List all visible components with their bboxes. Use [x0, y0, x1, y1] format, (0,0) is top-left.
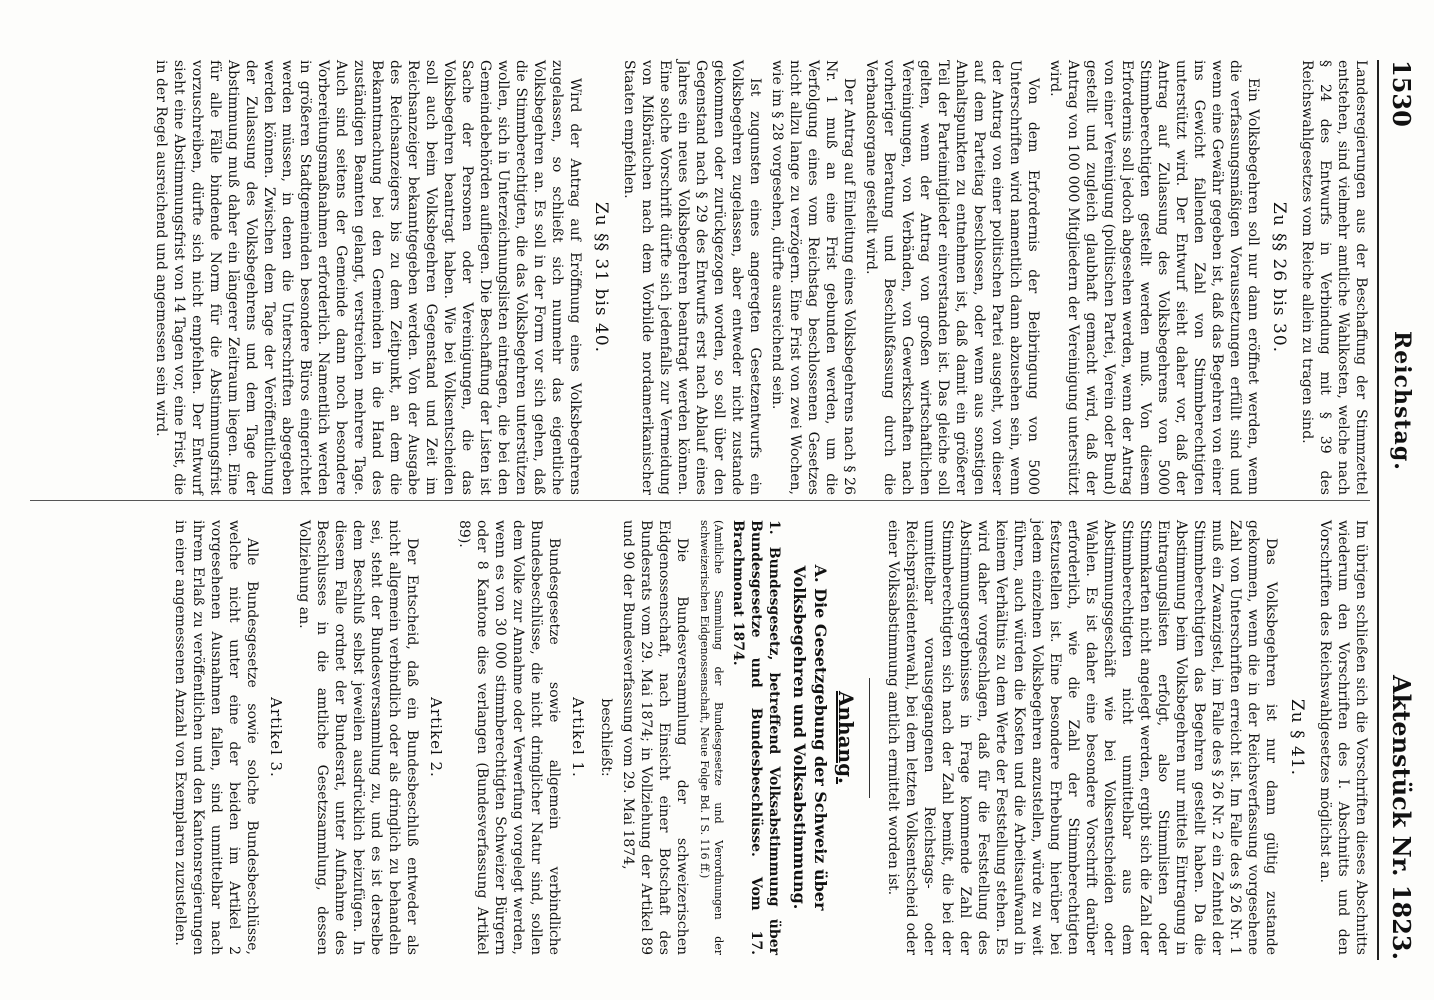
paragraph: Von dem Erfordernis der Beibringung von 5000 Unterschriften wird namentlich dann abzusehen sein, wenn der Antrag von einer politischen Partei ausgeht, von dieser auf dem Parteitag beschlossen, oder wenn aus sonstigen Anhaltspunkten zu entnehmen ist, daß damit ein größerer Teil der Parteimitglieder einverstanden ist. Das gleiche soll gelten, wenn der Antrag von großen wirtschaftlichen Vereinigungen, von Verbänden, von Gewerkschaften nach vorheriger Beratung und Beschlußfassung durch die Verbandsorgane gestellt wird.: [863, 60, 1041, 495]
header-title: Reichstag.: [1389, 330, 1415, 471]
right-column: [167, 520, 1370, 955]
page-number: 1530: [1387, 60, 1417, 127]
article-heading: Artikel 1.: [569, 697, 587, 778]
left-column: [148, 60, 1370, 495]
document-number: Aktenstück Nr. 1823.: [1387, 675, 1417, 960]
appendix-heading: Anhang.: [834, 690, 858, 785]
right-intro: Im übrigen schließen sich die Vorschriften dieses Abschnitts wiederum den Vorschriften des I. Abschnitts und den Vorschriften des Reichswahlgesetzes möglichst an.: [1317, 520, 1369, 955]
header-rule: [1377, 60, 1379, 960]
paragraph: Der Antrag auf Einleitung eines Volksbegehrens nach § 26 Nr. 1 muß an eine Frist gebunden werden, um die Verfolgung eines vom Reichstag beschlossenen Gesetzes nicht allzu lange zu verzögern. Eine Frist von zwei Wochen, wie im § 28 vorgesehen, dürfte ausreichend sein.: [769, 60, 857, 495]
left-intro: Landesregierungen aus der Beschaffung der Stimmzettel entstehen, sind vielmehr amtliche Wahlkosten, welche nach § 24 des Entwurfs in Verbindung mit § 39 des Reichswahlgesetzes vom Reiche allein zu tragen sind.: [1299, 60, 1369, 495]
column-divider: [30, 500, 1370, 501]
section-heading: Zu §§ 26 bis 30.: [1269, 201, 1289, 354]
source-note: (Amtliche Sammlung der Bundesgesetze und Verordnungen der schweizerischen Eidgenossenschaft, Neue Folge Bd. I S. 116 ff.): [698, 520, 725, 955]
resolves-label: beschließt:: [598, 698, 614, 777]
article-text: Alle Bundesgesetze sowie solche Bundesbeschlüsse, welche nicht unter eine der beiden im Artikel 2 vorgesehenen Ausnahmen fallen, sind unmittelbar nach ihrem Erlaß zu veröffentlichen und den Kantonsregierungen in einer angemessenen Anzahl von Exemplaren zuzustellen.: [172, 520, 260, 955]
decree-title: 1. Bundesgesetz, betreffend Volksabstimmung über Bundesgesetze und Bundesbeschlüsse. Vom 17. Brachmonat 1874.: [730, 520, 782, 955]
preamble: Die Bundesversammlung der schweizerischen Eidgenossenschaft, nach Einsicht einer Botschaft des Bundesrats vom 29. Mai 1874; in Vollziehung der Artikel 89 und 90 der Bundesverfassung vom 29. Mai 1874,: [620, 520, 690, 955]
divider: [869, 678, 870, 798]
section-heading: Zu § 41.: [1287, 698, 1307, 777]
article-heading: Artikel 2.: [427, 697, 445, 778]
paragraph: Ist zugunsten eines angeregten Gesetzentwurfs ein Volksbegehren zugelassen, aber entweder nicht zustande gekommen oder zurückgezogen worden, so soll über den Gegenstand nach § 29 des Entwurfs erst nach Ablauf eines Jahres ein neues Volksbegehren beantragt werden können. Eine solche Vorschrift dürfte sich jedenfalls zur Vermeidung von Mißbräuchen nach dem Vorbilde nordamerikanischer Staaten empfehlen.: [621, 60, 763, 495]
article-text: Bundesgesetze sowie allgemein verbindliche Bundesbeschlüsse, die nicht dringlicher Natur sind, sollen dem Volke zur Annahme oder Verwerfung vorgelegt werden, wenn es von 30 000 stimmberechtigten Schweizer Bürgern oder 8 Kantone dies verlangen (Bundesverfassung Artikel 89).: [456, 520, 562, 955]
paragraph: Ein Volksbegehren soll nur dann eröffnet werden, wenn die verfassungsmäßigen Voraussetzungen erfüllt sind und wenn eine Gewähr gegeben ist, daß das Begehren von einer ins Gewicht fallenden Zahl von Stimmberechtigten unterstützt wird. Der Entwurf sieht daher vor, daß der Antrag auf Zulassung des Volksbegehrens von 5000 Stimmberechtigten gestellt werden muß. Von diesem Erfordernis soll jedoch abgesehen werden, wenn der Antrag von einer Vereinigung (politischen Partei, Verein oder Bund) gestellt und zugleich glaubhaft gemacht wird, daß der Antrag von 100 000 Mitgliedern der Vereinigung unterstützt wird.: [1047, 60, 1261, 495]
paragraph: Das Volksbegehren ist nur dann gültig zustande gekommen, wenn die in der Reichsverfassung vorgesehene Zahl von Unterschriften erreicht ist. Im Falle des § 26 Nr. 1 muß ein Zwanzigstel, im Falle des § 26 Nr. 2 ein Zehntel der Stimmberechtigten das Begehren gestellt haben. Da die Abstimmung beim Volksbegehren nur mittels Eintragung in Eintragungslisten erfolgt, also Stimmlisten oder Stimmkarten nicht angelegt werden, ergibt sich die Zahl der Stimmberechtigten nicht unmittelbar aus dem Abstimmungsgeschäft wie bei Volksentscheiden oder Wahlen. Es ist daher eine besondere Vorschrift darüber erforderlich, wie die Zahl der Stimmberechtigten festzustellen ist. Eine besondere Erhebung hierüber bei jedem einzelnen Volksbegehren anzustellen, würde zu weit führen, auch würden die Kosten und die Arbeitsaufwand in keinem Verhältnis zu dem Werte der Feststellung stehen. Es wird daher vorgeschlagen, daß für die Feststellung des Abstimmungsergebnisses in Frage kommende Zahl der Stimmberechtigten sich nach der Zahl bemißt, die bei der unmittelbar vorausgegangenen Reichstags- oder Reichspräsidentenwahl, bei dem letzten Volksentscheid oder einer Volksabstimmung amtlich ermittelt worden ist.: [885, 520, 1279, 955]
appendix-section-title: A. Die Gesetzgebung der Schweiz über Volksbegehren und Volksabstimmung.: [790, 564, 830, 911]
section-heading: Zu §§ 31 bis 40.: [591, 201, 611, 354]
paragraph: Wird der Antrag auf Eröffnung eines Volksbegehrens zugelassen, so schließt sich nunmehr das eigentliche Volksbegehren an. Es soll in der Form vor sich gehen, daß die Stimmberechtigten, die das Volksbegehren unterstützen wollen, sich in Unterzeichnungslisten eintragen, die bei den Gemeindebehörden aufliegen. Die Beschaffung der Listen ist Sache der Personen oder Vereinigungen, die das Volksbegehren beantragt haben. Wie bei Volksentscheiden soll auch beim Volksbegehren Gegenstand und Zeit im Reichsanzeiger bekanntgegeben werden. Von der Ausgabe des Reichsanzeigers bis zu dem Zeitpunkt, an dem die Bekanntmachung bei den Gemeinden in die Hand des zuständigen Beamten gelangt, verstreichen mehrere Tage. Auch sind seitens der Gemeinde dann noch besondere Vorbereitungsmaßnahmen erforderlich. Namentlich werden in größeren Stadtgemeinden besondere Büros eingerichtet werden müssen, in denen die Unterschriften abgegeben werden können. Zwischen dem Tage der Veröffentlichung der Zulassung des Volksbegehrens und dem Tage der Abstimmung muß daher ein längerer Zeitraum liegen. Eine für alle Fälle bindende Norm für die Abstimmungsfrist vorzuschreiben, dürfte sich nicht empfehlen. Der Entwurf sieht eine Abstimmungsfrist von 14 Tagen vor, eine Frist, die in der Regel ausreichend und angemessen sein wird.: [153, 60, 583, 495]
article-text: Der Entscheid, daß ein Bundesbeschluß entweder als nicht allgemein verbindlich oder als dringlich zu behandeln sei, steht der Bundesversammlung zu, und es ist derselbe dem Beschluß selbst jeweilen ausdrücklich beizufügen. In diesem Falle ordnet der Bundesrat, unter Aufnahme des Beschlusses in die amtliche Gesetzsammlung, dessen Vollziehung an.: [296, 520, 420, 955]
page-header: [1382, 60, 1422, 960]
article-heading: Artikel 3.: [267, 697, 285, 778]
